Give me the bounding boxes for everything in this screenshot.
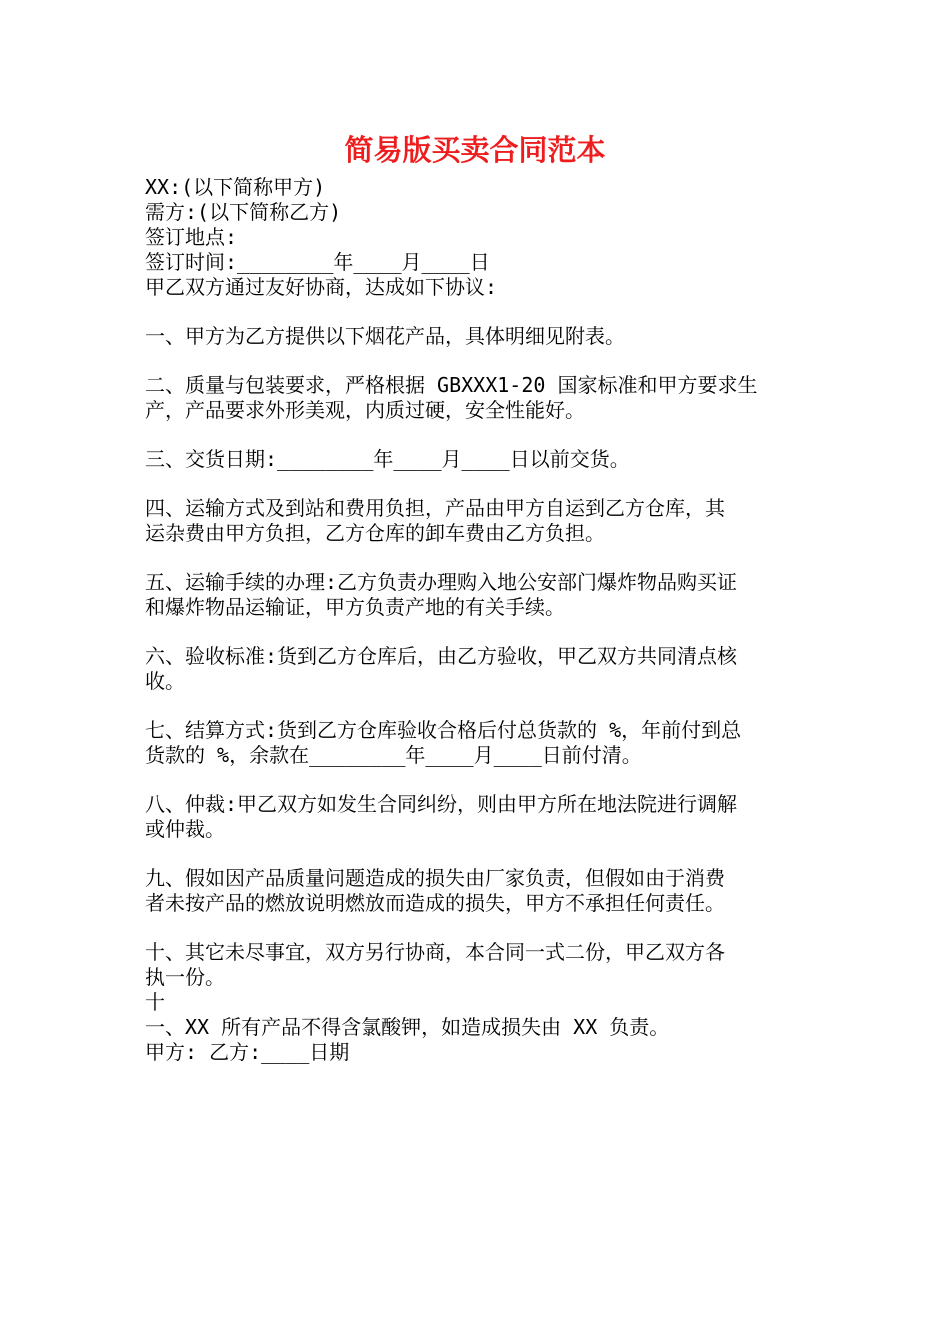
clause-line: 四、运输方式及到站和费用负担，产品由甲方自运到乙方仓库，其 [145,496,725,520]
header-line-place: 签订地点: [145,225,238,249]
clause-1 [145,324,810,349]
clause-line: 产，产品要求外形美观，内质过硬，安全性能好。 [145,398,585,422]
clause-line: 二、质量与包装要求，严格根据 GBXXX1-20 国家标准和甲方要求生 [145,373,758,397]
clause-line: 或仲裁。 [145,817,225,841]
clause-9 [145,866,810,916]
signature-line: 甲方: 乙方:____日期 [145,1040,350,1064]
clause-10 [145,940,810,990]
clause-11-text: 一、XX 所有产品不得含氯酸钾，如造成损失由 XX 负责。 [145,1015,670,1039]
header-block [145,175,810,300]
header-line-date: 签订时间:________年____月____日 [145,250,490,274]
clause-line: 六、验收标准:货到乙方仓库后，由乙方验收，甲乙双方共同清点核 [145,644,738,668]
header-line-agreement: 甲乙双方通过友好协商，达成如下协议: [145,275,498,299]
clause-line: 一、甲方为乙方提供以下烟花产品，具体明细见附表。 [145,324,625,348]
clause-line: 和爆炸物品运输证，甲方负责产地的有关手续。 [145,595,565,619]
document-title: 简易版买卖合同范本 [344,133,606,167]
clause-4 [145,496,810,546]
clause-2 [145,373,810,423]
clause-line: 运杂费由甲方负担，乙方仓库的卸车费由乙方负担。 [145,521,605,545]
clause-line: 十、其它未尽事宜，双方另行协商，本合同一式二份，甲乙双方各 [145,940,725,964]
clause-3 [145,447,810,472]
clause-8 [145,792,810,842]
clause-line: 执一份。 [145,965,225,989]
clause-line: 八、仲裁:甲乙双方如发生合同纠纷，则由甲方所在地法院进行调解 [145,792,738,816]
clause-5 [145,570,810,620]
clause-11-number: 十 [145,990,165,1014]
clause-7 [145,718,810,768]
clause-line: 五、运输手续的办理:乙方负责办理购入地公安部门爆炸物品购买证 [145,570,738,594]
clause-line: 九、假如因产品质量问题造成的损失由厂家负责，但假如由于消费 [145,866,725,890]
header-line-buyer: 需方:(以下简称乙方) [145,200,342,224]
clause-6 [145,644,810,694]
document-body [145,175,810,1065]
trailing-block [145,990,810,1065]
clause-line: 者未按产品的燃放说明燃放而造成的损失，甲方不承担任何责任。 [145,891,725,915]
header-line-supplier: XX:(以下简称甲方) [145,175,326,199]
clause-line: 七、结算方式:货到乙方仓库验收合格后付总货款的 %，年前付到总 [145,718,742,742]
clause-line: 收。 [145,669,185,693]
clause-line: 货款的 %，余款在________年____月____日前付清。 [145,743,642,767]
clause-line: 三、交货日期:________年____月____日以前交货。 [145,447,630,471]
